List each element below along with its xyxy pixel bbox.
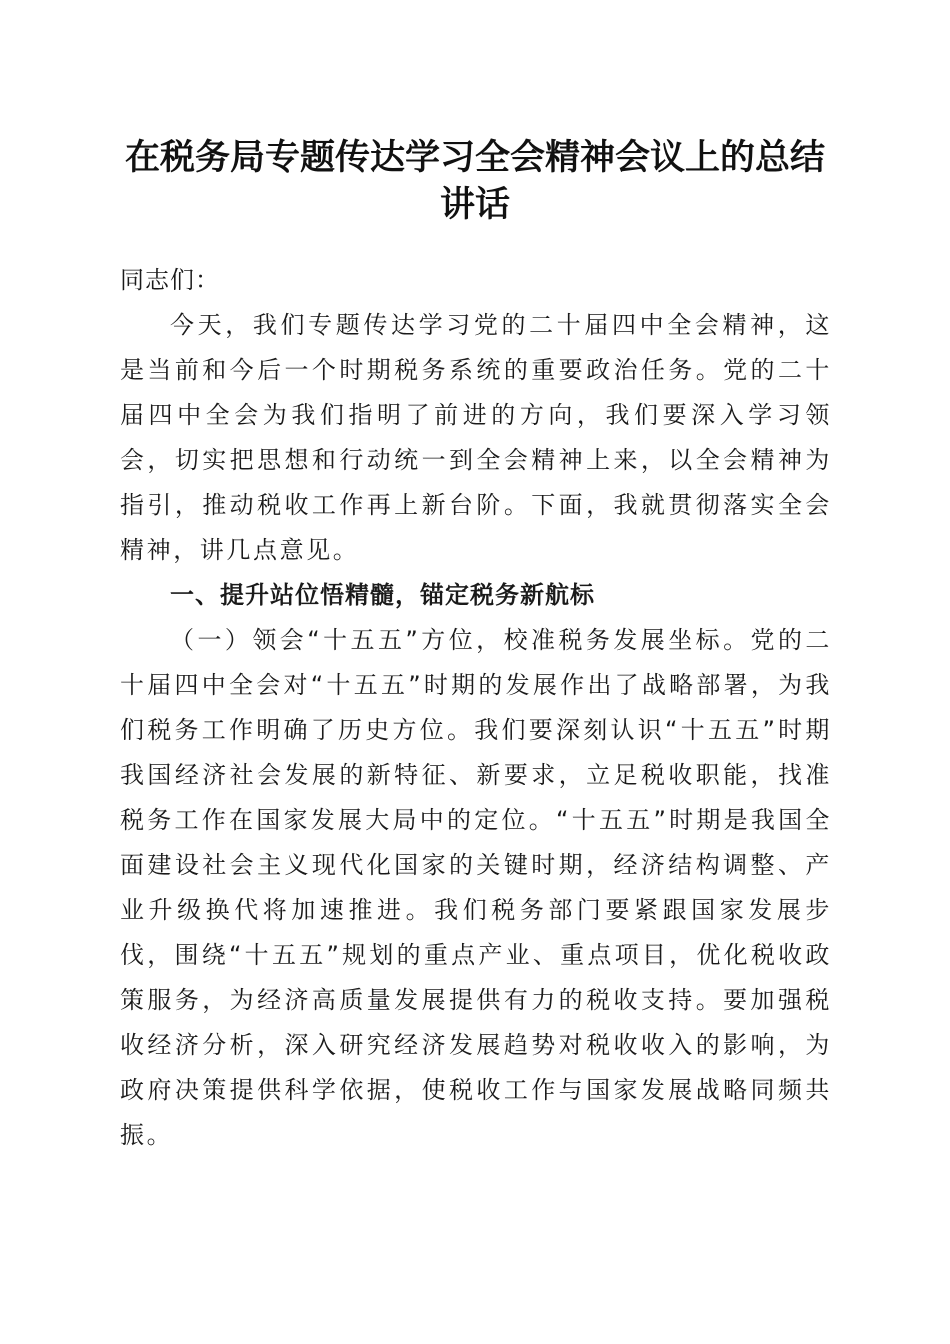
document-body — [120, 258, 832, 1158]
title-line-1: 在税务局专题传达学习全会精神会议上的总结 — [124, 137, 825, 178]
body-paragraph: （一）领会“十五五”方位，校准税务发展坐标。党的二十届四中全会对“十五五”时期的发展作出了战略部署，为我们税务工作明确了历史方位。我们要深刻认识“十五五”时期我国经济社会发展的新特征、新要求，立足税收职能，找准税务工作在国家发展大局中的定位。“十五五”时期是我国全面建设社会主义现代化国家的关键时期，经济结构调整、产业升级换代将加速推进。我们税务部门要紧跟国家发展步伐，围绕“十五五”规划的重点产业、重点项目，优化税收政策服务，为经济高质量发展提供有力的税收支持。要加强税收经济分析，深入研究经济发展趋势对税收收入的影响，为政府决策提供科学依据，使税收工作与国家发展战略同频共振。 — [120, 626, 832, 1149]
title-line-2: 讲话 — [439, 184, 510, 225]
salutation: 同志们： — [120, 266, 220, 294]
document-title — [100, 134, 850, 228]
section-heading: 一、提升站位悟精髓，锚定税务新航标 — [170, 581, 595, 609]
intro-paragraph: 今天，我们专题传达学习党的二十届四中全会精神，这是当前和今后一个时期税务系统的重要政治任务。党的二十届四中全会为我们指明了前进的方向，我们要深入学习领会，切实把思想和行动统一到全会精神上来，以全会精神为指引，推动税收工作再上新台阶。下面，我就贯彻落实全会精神，讲几点意见。 — [120, 311, 832, 564]
